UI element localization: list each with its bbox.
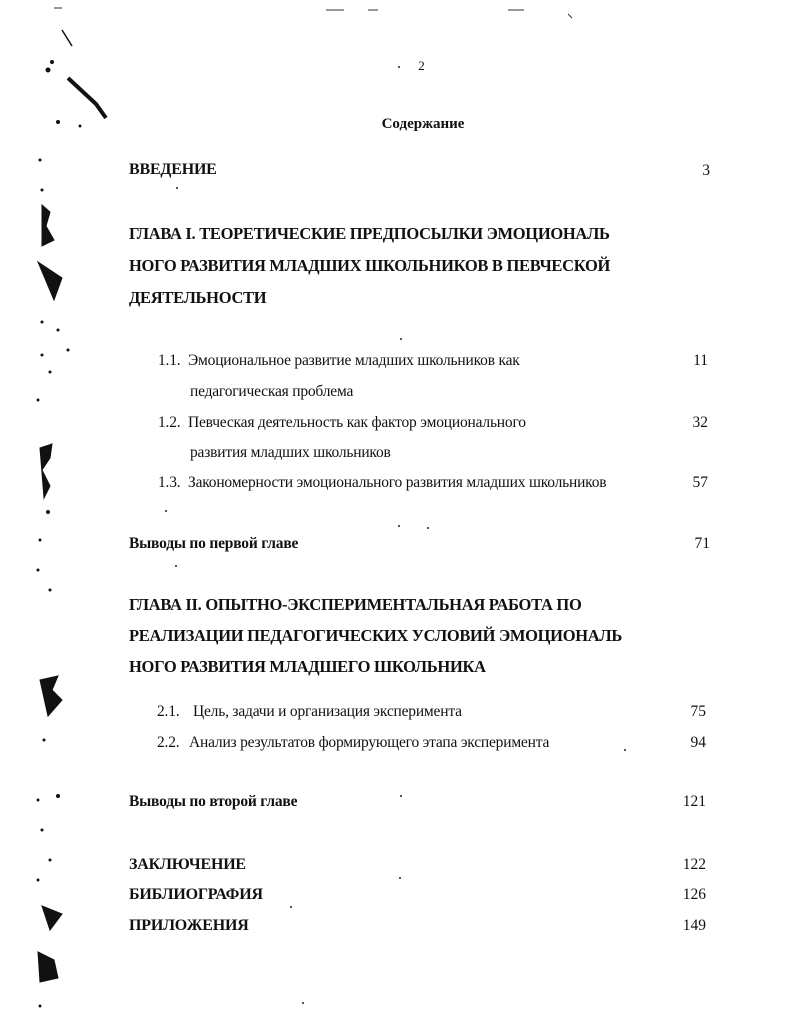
section-2-1-title: Цель, задачи и организация эксперимента xyxy=(193,703,462,720)
section-1-1-title-line2: педагогическая проблема xyxy=(190,383,354,400)
scan-speck xyxy=(290,906,292,908)
section-2-1-number: 2.1. xyxy=(157,703,180,720)
chapter1-heading-line3: ДЕЯТЕЛЬНОСТИ xyxy=(129,288,267,307)
chapter1-conclusion-page: 71 xyxy=(694,535,710,552)
section-1-3-page: 57 xyxy=(692,474,708,491)
scan-speck xyxy=(427,527,429,529)
chapter2-conclusion-page: 121 xyxy=(682,793,706,810)
section-1-1-number: 1.1. xyxy=(158,352,181,369)
section-1-1-page: 11 xyxy=(693,352,708,369)
section-2-2-title: Анализ результатов формирующего этапа эксперимента xyxy=(189,734,550,751)
scan-speck xyxy=(400,338,402,340)
scan-speck xyxy=(175,565,177,567)
toc-introduction-label: ВВЕДЕНИЕ xyxy=(129,161,217,178)
scan-speck xyxy=(398,525,400,527)
scan-speck xyxy=(398,66,400,68)
chapter2-heading-line1: ГЛАВА II. ОПЫТНО-ЭКСПЕРИМЕНТАЛЬНАЯ РАБОТА ПО xyxy=(129,595,582,614)
toc-conclusion-page: 122 xyxy=(682,856,706,873)
section-1-2-number: 1.2. xyxy=(158,414,181,431)
toc-appendices-label: ПРИЛОЖЕНИЯ xyxy=(129,917,249,934)
section-2-2-number: 2.2. xyxy=(157,734,180,751)
section-2-2-page: 94 xyxy=(690,734,706,751)
section-1-2-title-line2: развития младших школьников xyxy=(190,444,391,461)
toc-introduction-page: 3 xyxy=(702,162,710,179)
section-1-1-title-line1: Эмоциональное развитие младших школьников как xyxy=(188,352,520,369)
toc-bibliography-page: 126 xyxy=(682,886,706,903)
scan-speck xyxy=(165,510,167,512)
scan-speck xyxy=(399,877,401,879)
chapter1-heading-line1: ГЛАВА I. ТЕОРЕТИЧЕСКИЕ ПРЕДПОСЫЛКИ ЭМОЦИОНАЛЬ xyxy=(129,224,610,243)
scan-speck xyxy=(624,749,626,751)
scan-speck xyxy=(302,1002,304,1004)
page-title: Содержание xyxy=(381,116,465,132)
scan-noise-left-margin xyxy=(28,0,108,1025)
toc-conclusion-label: ЗАКЛЮЧЕНИЕ xyxy=(129,856,246,873)
section-1-3-number: 1.3. xyxy=(158,474,181,491)
scan-speck xyxy=(400,795,402,797)
scan-speck xyxy=(176,187,178,189)
chapter2-conclusion-label: Выводы по второй главе xyxy=(129,793,298,810)
toc-appendices-page: 149 xyxy=(682,917,706,934)
section-1-2-page: 32 xyxy=(692,414,708,431)
section-1-2-title-line1: Певческая деятельность как фактор эмоционального xyxy=(188,414,526,431)
scan-noise-top-edge xyxy=(0,0,793,20)
toc-bibliography-label: БИБЛИОГРАФИЯ xyxy=(129,886,263,903)
chapter1-conclusion-label: Выводы по первой главе xyxy=(129,535,299,552)
chapter1-heading-line2: НОГО РАЗВИТИЯ МЛАДШИХ ШКОЛЬНИКОВ В ПЕВЧЕСКОЙ xyxy=(129,256,611,275)
chapter2-heading-line3: НОГО РАЗВИТИЯ МЛАДШЕГО ШКОЛЬНИКА xyxy=(129,657,486,676)
page-number: 2 xyxy=(418,58,425,73)
chapter2-heading-line2: РЕАЛИЗАЦИИ ПЕДАГОГИЧЕСКИХ УСЛОВИЙ ЭМОЦИОНАЛЬ xyxy=(129,626,623,645)
section-2-1-page: 75 xyxy=(690,703,706,720)
section-1-3-title: Закономерности эмоционального развития младших школьников xyxy=(188,474,607,491)
